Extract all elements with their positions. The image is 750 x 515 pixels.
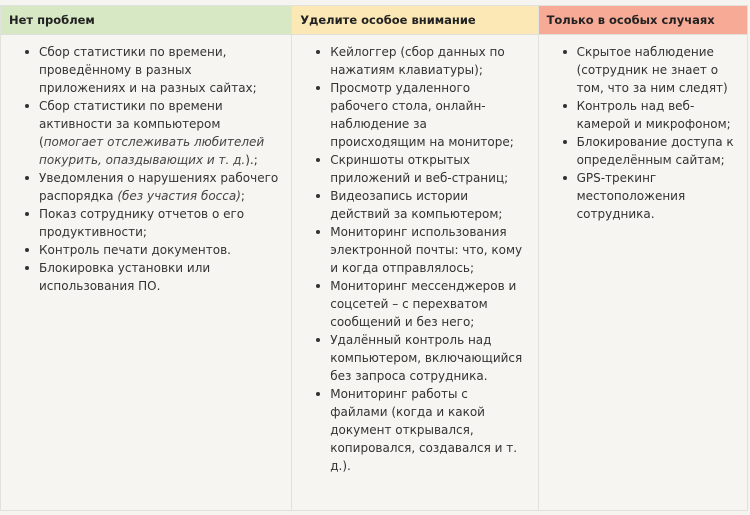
list-item: Скрытое наблюдение (сотрудник не знает о том, что за ним следят) <box>577 43 737 97</box>
column-body <box>1 35 291 295</box>
list-item: Контроль печати документов. <box>39 241 279 259</box>
column-header: Уделите особое внимание <box>292 6 537 35</box>
list-item: Видеозапись истории действий за компьютером; <box>330 187 525 223</box>
column-body <box>292 35 537 475</box>
item-list <box>9 43 283 295</box>
column-no-problems <box>1 6 292 510</box>
list-item: Мониторинг работы с файлами (когда и какой документ открывался, копировался, создавался и т. д.). <box>330 385 525 475</box>
list-item: Блокирование доступа к определённым сайтам; <box>577 133 737 169</box>
list-item: GPS-трекинг местоположения сотрудника. <box>577 169 737 223</box>
list-item: Контроль над веб-камерой и микрофоном; <box>577 97 737 133</box>
comparison-table <box>0 5 748 511</box>
column-special-cases <box>539 6 747 510</box>
list-item: Уведомления о нарушениях рабочего распорядка (без участия босса); <box>39 171 279 203</box>
list-item: Сбор статистики по времени активности за компьютером (помогает отслеживать любителей покурить, опаздывающих и т. д.).; <box>39 97 279 169</box>
list-item: Просмотр удаленного рабочего стола, онлайн-наблюдение за происходящим на мониторе; <box>330 79 525 151</box>
item-list <box>300 43 529 475</box>
italic-note: (без участия босса) <box>117 189 241 203</box>
item-list <box>547 43 739 223</box>
list-item: Мониторинг использования электронной почты: что, кому и когда отправлялось; <box>330 223 525 277</box>
list-item: Удалённый контроль над компьютером, включающийся без запроса сотрудника. <box>330 331 525 385</box>
list-item: Блокировка установки или использования ПО. <box>39 259 279 295</box>
column-special-attention <box>292 6 538 510</box>
list-item: Показ сотруднику отчетов о его продуктивности; <box>39 205 279 241</box>
list-item: Скриншоты открытых приложений и веб-страниц; <box>330 151 525 187</box>
list-item: Кейлоггер (сбор данных по нажатиям клавиатуры); <box>330 43 525 79</box>
column-header: Только в особых случаях <box>539 6 747 35</box>
column-body <box>539 35 747 223</box>
list-item: Сбор статистики по времени, проведённому в разных приложениях и на разных сайтах; <box>39 43 279 97</box>
italic-note: помогает отслеживать любителей покурить, опаздывающих и т. д. <box>39 135 265 167</box>
column-header: Нет проблем <box>1 6 291 35</box>
list-item: Мониторинг мессенджеров и соцсетей – с перехватом сообщений и без него; <box>330 277 525 331</box>
